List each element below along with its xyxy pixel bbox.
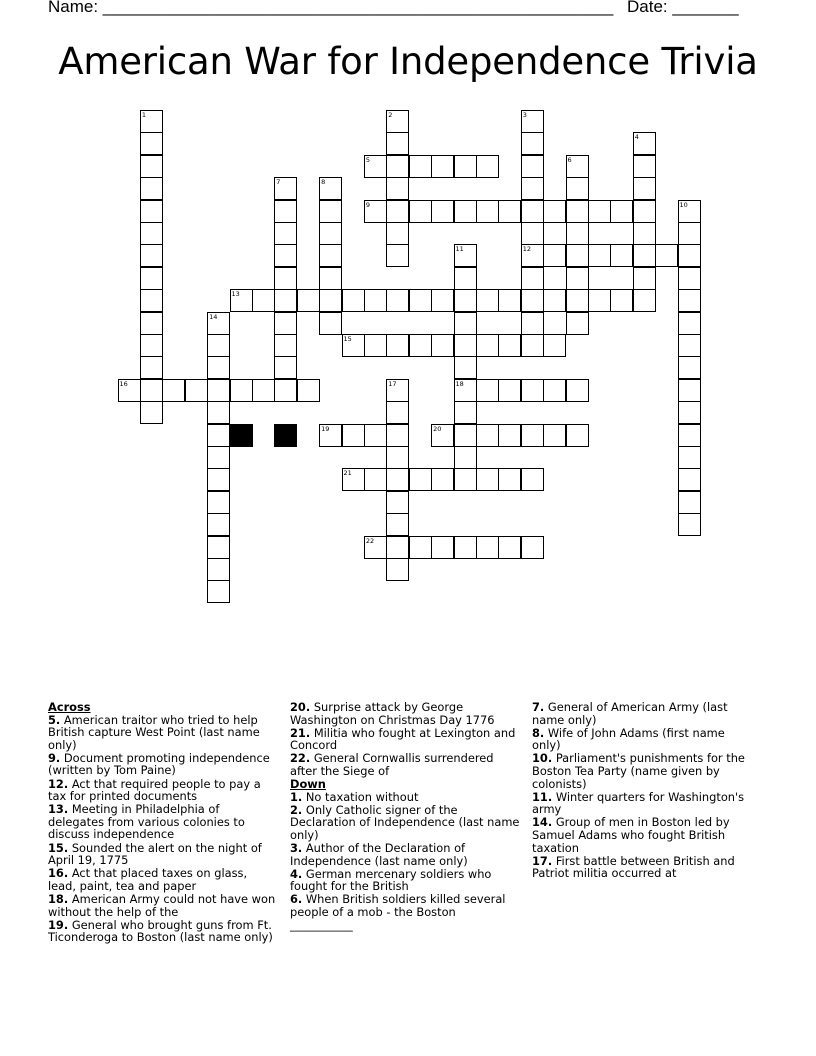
crossword-cell[interactable]	[678, 491, 701, 514]
crossword-cell[interactable]	[319, 289, 342, 312]
crossword-cell[interactable]	[386, 379, 409, 402]
crossword-cell[interactable]	[386, 110, 409, 133]
crossword-cell[interactable]	[498, 200, 521, 223]
crossword-cell[interactable]	[386, 155, 409, 178]
clue-number: 5	[365, 155, 371, 164]
clue-number: 8	[321, 178, 326, 187]
clues-column-3	[532, 701, 752, 880]
crossword-cell[interactable]	[386, 446, 409, 469]
crossword-cell[interactable]	[610, 289, 633, 312]
crossword-cell[interactable]	[521, 222, 544, 245]
crossword-cell[interactable]	[454, 289, 477, 312]
crossword-cell[interactable]	[678, 267, 701, 290]
crossword-cell[interactable]	[454, 401, 477, 424]
clue-down-10: 10. Parliament's punishments for the Boston Tea Party (name given by colonists)	[532, 751, 745, 791]
crossword-cell[interactable]	[386, 132, 409, 155]
crossword-cell[interactable]	[498, 424, 521, 447]
clue-number: 15	[343, 335, 352, 343]
crossword-cell[interactable]	[140, 177, 163, 200]
crossword-cell[interactable]	[476, 200, 499, 223]
crossword-cell[interactable]	[364, 536, 387, 559]
crossword-cell[interactable]	[678, 379, 701, 402]
crossword-cell[interactable]	[207, 424, 230, 447]
crossword-cell[interactable]	[498, 334, 521, 357]
crossword-cell[interactable]	[498, 536, 521, 559]
crossword-cell[interactable]	[498, 289, 521, 312]
crossword-cell[interactable]	[252, 379, 275, 402]
clue-number: 18	[455, 379, 464, 388]
crossword-cell[interactable]	[342, 468, 365, 491]
clue-down-8: 8. Wife of John Adams (first name only)	[532, 725, 725, 753]
crossword-cell[interactable]	[476, 379, 499, 402]
crossword-cell[interactable]	[140, 401, 163, 424]
crossword-cell[interactable]	[386, 222, 409, 245]
crossword-cell[interactable]	[386, 334, 409, 357]
crossword-cell[interactable]	[566, 379, 589, 402]
crossword-cell[interactable]	[476, 424, 499, 447]
clue-number: 14	[209, 312, 218, 321]
crossword-cell[interactable]	[274, 222, 297, 245]
crossword-cell[interactable]	[409, 334, 432, 357]
clue-number: 21	[343, 469, 352, 478]
crossword-cell[interactable]	[476, 289, 499, 312]
crossword-cell[interactable]	[431, 289, 454, 312]
crossword-cell[interactable]	[521, 110, 544, 133]
crossword-cell[interactable]	[386, 401, 409, 424]
crossword-cell[interactable]	[431, 468, 454, 491]
crossword-cell[interactable]	[633, 267, 656, 290]
crossword-cell[interactable]	[678, 446, 701, 469]
crossword-cell[interactable]	[319, 267, 342, 290]
clue-number: 16	[119, 379, 128, 388]
crossword-cell[interactable]	[431, 334, 454, 357]
crossword-cell[interactable]	[140, 110, 163, 133]
crossword-cell[interactable]	[342, 424, 365, 447]
clue-across-19: 19. General who brought guns from Ft. Ticonderoga to Boston (last name only)	[48, 917, 273, 945]
crossword-cell[interactable]	[319, 222, 342, 245]
crossword-cell[interactable]	[678, 468, 701, 491]
across-heading: Across	[48, 700, 91, 714]
crossword-cell[interactable]	[678, 401, 701, 424]
clue-number: 19	[321, 424, 330, 433]
crossword-cell[interactable]	[230, 289, 253, 312]
crossword-cell[interactable]	[454, 446, 477, 469]
crossword-cell[interactable]	[319, 312, 342, 335]
crossword-cell[interactable]	[543, 379, 566, 402]
crossword-cell[interactable]	[633, 177, 656, 200]
crossword-cell[interactable]	[655, 244, 678, 267]
crossword-cell[interactable]	[678, 424, 701, 447]
crossword-cell[interactable]	[476, 468, 499, 491]
crossword-cell[interactable]	[566, 289, 589, 312]
crossword-cell[interactable]	[454, 356, 477, 379]
clue-number: 12	[522, 245, 531, 254]
crossword-cell[interactable]	[274, 177, 297, 200]
clue-down-6: 6. When British soldiers killed several people of a mob - the Boston ___________	[290, 892, 506, 932]
clue-number: 10	[679, 200, 688, 209]
crossword-cell[interactable]	[162, 379, 185, 402]
clue-down-1: 1. No taxation without	[290, 789, 419, 804]
crossword-cell[interactable]	[454, 424, 477, 447]
crossword-cell[interactable]	[543, 200, 566, 223]
clue-number: 7	[276, 178, 281, 187]
crossword-cell[interactable]	[566, 267, 589, 290]
crossword-cell[interactable]	[454, 267, 477, 290]
crossword-cell[interactable]	[454, 200, 477, 223]
crossword-cell[interactable]	[678, 289, 701, 312]
crossword-cell[interactable]	[409, 468, 432, 491]
crossword-cell[interactable]	[140, 267, 163, 290]
crossword-cell[interactable]	[588, 289, 611, 312]
crossword-cell[interactable]	[364, 424, 387, 447]
crossword-cell[interactable]	[678, 222, 701, 245]
crossword-cell[interactable]	[140, 155, 163, 178]
crossword-cell[interactable]	[431, 155, 454, 178]
clue-across-22: 22. General Cornwallis surrendered after the Siege of	[290, 751, 494, 778]
clue-across-20: 20. Surprise attack by George Washington on Christmas Day 1776	[290, 700, 495, 727]
crossword-cell[interactable]	[364, 334, 387, 357]
crossword-cell[interactable]	[118, 379, 141, 402]
clue-number: 20	[433, 424, 442, 433]
crossword-cell[interactable]	[454, 379, 477, 402]
crossword-cell[interactable]	[274, 289, 297, 312]
crossword-cell[interactable]	[521, 424, 544, 447]
crossword-cell[interactable]	[297, 379, 320, 402]
crossword-cell[interactable]	[431, 200, 454, 223]
clue-across-9: 9. Document promoting independence (written by Tom Paine)	[48, 750, 270, 778]
crossword-cell[interactable]	[678, 513, 701, 536]
crossword-cell[interactable]	[521, 200, 544, 223]
page-title: American War for Independence Trivia	[58, 40, 758, 83]
crossword-cell[interactable]	[588, 244, 611, 267]
crossword-cell[interactable]	[521, 132, 544, 155]
crossword-cell[interactable]	[386, 424, 409, 447]
crossword-cell[interactable]	[454, 244, 477, 267]
crossword-cell[interactable]	[207, 513, 230, 536]
clue-across-5: 5. American traitor who tried to help British capture West Point (last name only)	[48, 712, 260, 752]
crossword-cell[interactable]	[207, 379, 230, 402]
clue-number: 11	[455, 245, 464, 254]
black-square	[230, 424, 253, 447]
crossword-cell[interactable]	[207, 491, 230, 514]
crossword-cell[interactable]	[386, 558, 409, 581]
crossword-cell[interactable]	[454, 536, 477, 559]
clue-down-17: 17. First battle between British and Patriot militia occurred at	[532, 853, 735, 881]
clues-column-2	[290, 701, 522, 932]
crossword-cell[interactable]	[566, 222, 589, 245]
crossword-cell[interactable]	[274, 200, 297, 223]
clue-number: 6	[567, 155, 572, 164]
crossword-cell[interactable]	[521, 155, 544, 178]
crossword-cell[interactable]	[207, 312, 230, 335]
clue-number: 13	[231, 290, 240, 299]
crossword-cell[interactable]	[521, 468, 544, 491]
crossword-cell[interactable]	[566, 177, 589, 200]
crossword-cell[interactable]	[140, 312, 163, 335]
crossword-cell[interactable]	[521, 334, 544, 357]
crossword-cell[interactable]	[521, 177, 544, 200]
crossword-cell[interactable]	[319, 244, 342, 267]
clue-down-4: 4. German mercenary soldiers who fought for the British	[290, 866, 492, 894]
clue-across-15: 15. Sounded the alert on the night of April 19, 1775	[48, 840, 262, 868]
clue-down-11: 11. Winter quarters for Washington's army	[532, 789, 745, 817]
crossword-cell[interactable]	[386, 536, 409, 559]
crossword-cell[interactable]	[566, 312, 589, 335]
crossword-cell[interactable]	[543, 289, 566, 312]
crossword-cell[interactable]	[364, 155, 387, 178]
crossword-cell[interactable]	[543, 334, 566, 357]
crossword-cell[interactable]	[207, 468, 230, 491]
crossword-cell[interactable]	[274, 312, 297, 335]
crossword-cell[interactable]	[319, 200, 342, 223]
clue-number: 2	[388, 111, 393, 119]
crossword-cell[interactable]	[498, 468, 521, 491]
crossword-cell[interactable]	[678, 356, 701, 379]
clue-number: 3	[522, 111, 527, 119]
clue-down-7: 7. General of American Army (last name only)	[532, 700, 728, 727]
crossword-cell[interactable]	[633, 222, 656, 245]
crossword-cell[interactable]	[633, 289, 656, 312]
crossword-cell[interactable]	[140, 379, 163, 402]
crossword-cell[interactable]	[566, 155, 589, 178]
crossword-cell[interactable]	[409, 536, 432, 559]
crossword-cell[interactable]	[185, 379, 208, 402]
crossword-cell[interactable]	[633, 244, 656, 267]
crossword-cell[interactable]	[364, 289, 387, 312]
crossword-cell[interactable]	[364, 468, 387, 491]
crossword-cell[interactable]	[230, 379, 253, 402]
crossword-cell[interactable]	[476, 536, 499, 559]
clue-number: 1	[141, 111, 147, 119]
crossword-cell[interactable]	[588, 200, 611, 223]
crossword-cell[interactable]	[610, 244, 633, 267]
clue-across-12: 12. Act that required people to pay a tax for printed documents	[48, 776, 261, 804]
crossword-cell[interactable]	[274, 356, 297, 379]
crossword-cell[interactable]	[319, 177, 342, 200]
crossword-cell[interactable]	[678, 200, 701, 223]
crossword-cell[interactable]	[274, 334, 297, 357]
crossword-cell[interactable]	[678, 244, 701, 267]
crossword-cell[interactable]	[431, 536, 454, 559]
clue-across-16: 16. Act that placed taxes on glass, lead, paint, tea and paper	[48, 866, 248, 893]
crossword-cell[interactable]	[207, 536, 230, 559]
crossword-cell[interactable]	[319, 424, 342, 447]
crossword-cell[interactable]	[386, 491, 409, 514]
clue-number: 22	[365, 536, 375, 545]
crossword-cell[interactable]	[476, 155, 499, 178]
crossword-cell[interactable]	[454, 155, 477, 178]
crossword-cell[interactable]	[140, 356, 163, 379]
down-heading: Down	[290, 777, 326, 792]
crossword-cell[interactable]	[409, 155, 432, 178]
clue-number: 4	[634, 133, 639, 142]
clues-column-1	[48, 701, 276, 944]
crossword-cell[interactable]	[274, 267, 297, 290]
crossword-cell[interactable]	[678, 334, 701, 357]
crossword-cell[interactable]	[274, 379, 297, 402]
crossword-cell[interactable]	[274, 244, 297, 267]
date-field[interactable]: Date: _______	[627, 0, 739, 16]
crossword-cell[interactable]	[386, 468, 409, 491]
crossword-cell[interactable]	[566, 244, 589, 267]
crossword-cell[interactable]	[521, 244, 544, 267]
crossword-cell[interactable]	[521, 379, 544, 402]
crossword-cell[interactable]	[140, 289, 163, 312]
crossword-cell[interactable]	[678, 312, 701, 335]
crossword-cell[interactable]	[386, 177, 409, 200]
crossword-cell[interactable]	[207, 401, 230, 424]
crossword-cell[interactable]	[454, 334, 477, 357]
crossword-cell[interactable]	[633, 200, 656, 223]
crossword-cell[interactable]	[140, 334, 163, 357]
crossword-cell[interactable]	[140, 132, 163, 155]
clue-down-14: 14. Group of men in Boston led by Samuel Adams who fought British taxation	[532, 815, 730, 855]
crossword-cell[interactable]	[140, 222, 163, 245]
crossword-cell[interactable]	[633, 132, 656, 155]
crossword-cell[interactable]	[297, 289, 320, 312]
clue-down-3: 3. Author of the Declaration of Independence (last name only)	[290, 841, 468, 868]
crossword-cell[interactable]	[431, 424, 454, 447]
name-field[interactable]: Name: ______________________________________________________	[48, 0, 614, 16]
crossword-cell[interactable]	[543, 424, 566, 447]
clue-across-21: 21. Militia who fought at Lexington and Concord	[290, 725, 516, 753]
crossword-cell[interactable]	[207, 580, 230, 603]
crossword-cell[interactable]	[140, 200, 163, 223]
crossword-cell[interactable]	[543, 244, 566, 267]
crossword-cell[interactable]	[476, 334, 499, 357]
crossword-cell[interactable]	[521, 267, 544, 290]
crossword-cell[interactable]	[566, 424, 589, 447]
crossword-cell[interactable]	[342, 289, 365, 312]
crossword-cell[interactable]	[633, 155, 656, 178]
crossword-cell[interactable]	[386, 244, 409, 267]
crossword-cell[interactable]	[521, 289, 544, 312]
clue-across-13: 13. Meeting in Philadelphia of delegates from various colonies to discuss independence	[48, 802, 245, 842]
crossword-cell[interactable]	[140, 244, 163, 267]
crossword-cell[interactable]	[252, 289, 275, 312]
crossword-cell[interactable]	[521, 536, 544, 559]
clue-across-18: 18. American Army could not have won without the help of the	[48, 891, 276, 919]
crossword-cell[interactable]	[454, 468, 477, 491]
clue-number: 9	[365, 200, 371, 209]
crossword-cell[interactable]	[207, 356, 230, 379]
crossword-cell[interactable]	[386, 513, 409, 536]
clue-down-2: 2. Only Catholic signer of the Declaration of Independence (last name only)	[290, 802, 520, 842]
crossword-cell[interactable]	[364, 200, 387, 223]
crossword-cell[interactable]	[610, 200, 633, 223]
crossword-cell[interactable]	[566, 200, 589, 223]
crossword-cell[interactable]	[207, 446, 230, 469]
black-square	[274, 424, 297, 447]
crossword-cell[interactable]	[498, 379, 521, 402]
crossword-cell[interactable]	[207, 558, 230, 581]
clue-number: 17	[388, 379, 397, 388]
crossword-cell[interactable]	[386, 289, 409, 312]
crossword-cell[interactable]	[409, 200, 432, 223]
crossword-cell[interactable]	[454, 312, 477, 335]
crossword-cell[interactable]	[386, 200, 409, 223]
crossword-cell[interactable]	[342, 334, 365, 357]
crossword-cell[interactable]	[207, 334, 230, 357]
crossword-cell[interactable]	[409, 289, 432, 312]
crossword-cell[interactable]	[521, 312, 544, 335]
